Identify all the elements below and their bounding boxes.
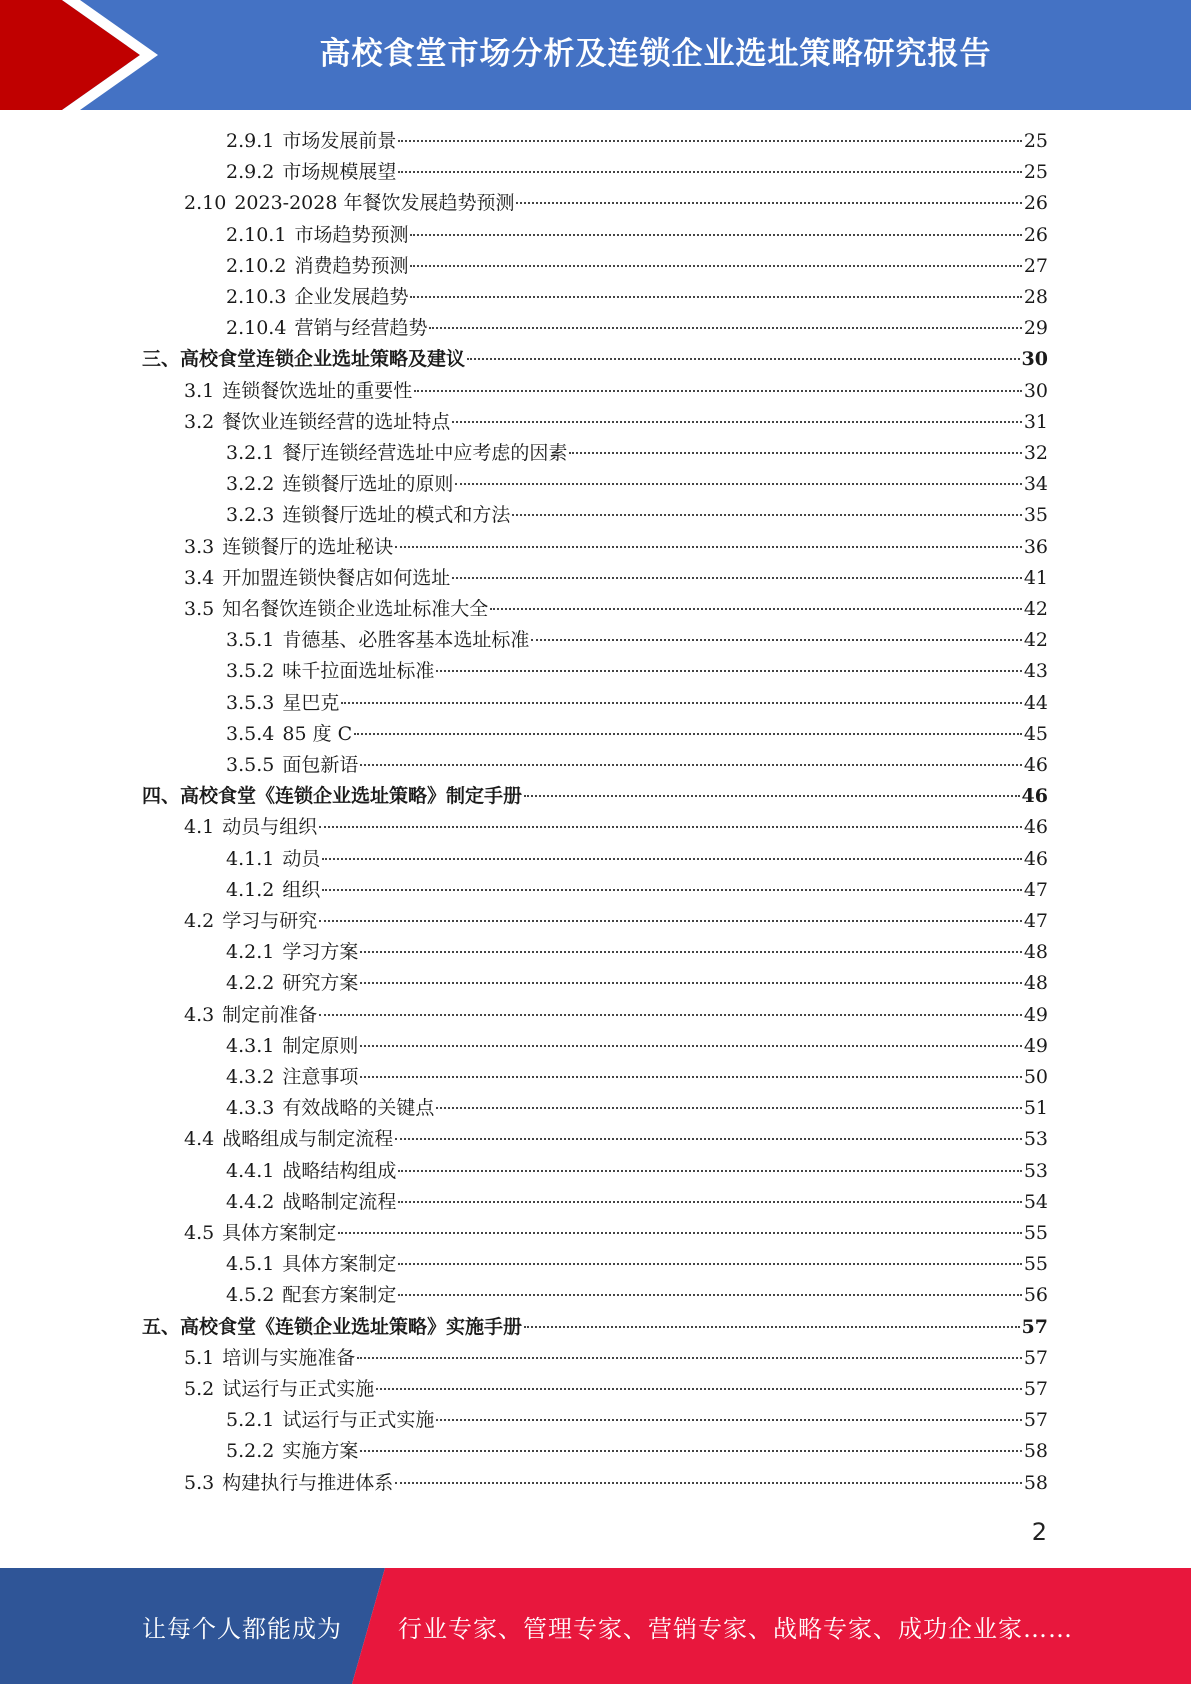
toc-entry-page: 57 [1023,1409,1048,1432]
toc-entry-title: 味千拉面选址标准 [282,660,435,683]
toc-entry-title: 连锁餐厅选址的原则 [282,473,454,496]
toc-dot-leader [360,1450,1021,1452]
toc-dot-leader [395,1482,1022,1484]
toc-entry-page: 26 [1023,192,1048,215]
toc-entry-page: 49 [1023,1003,1048,1026]
toc-dot-leader [395,1138,1022,1140]
toc-entry-page: 48 [1023,941,1048,964]
toc-entry-page: 35 [1023,504,1048,527]
toc-entry-title: 市场趋势预测 [294,223,409,246]
toc-dot-leader [360,982,1021,984]
toc-entry[interactable] [226,469,1048,500]
toc-entry-number: 3.4 [184,566,215,589]
toc-entry[interactable] [226,750,1048,781]
toc-dot-leader [398,171,1021,173]
toc-dot-leader [436,670,1021,672]
toc-entry-number: 4.4.2 [226,1190,275,1213]
toc-dot-leader [410,296,1021,298]
toc-entry-page: 55 [1023,1222,1048,1244]
toc-entry-title: 构建执行与推进体系 [222,1471,394,1494]
toc-dot-leader [516,202,1021,204]
toc-entry-title: 高校食堂《连锁企业选址策略》制定手册 [180,785,523,808]
toc-entry[interactable] [226,719,1048,750]
toc-entry-page: 28 [1023,286,1048,308]
toc-entry-number: 3.1 [184,379,215,402]
toc-entry-title: 高校食堂连锁企业选址策略及建议 [180,348,466,371]
toc-entry[interactable] [184,1468,1048,1499]
toc-entry-number: 3.5.1 [226,629,275,652]
toc-entry-number: 四、 [142,785,181,808]
toc-entry-title: 连锁餐厅的选址秘诀 [222,535,394,558]
toc-entry-number: 5.1 [184,1346,215,1369]
toc-entry-number: 2.9.2 [226,161,275,184]
toc-entry[interactable] [226,844,1048,875]
toc-entry-number: 3.2.3 [226,504,275,527]
toc-dot-leader [338,1232,1022,1234]
toc-dot-leader [398,1201,1021,1203]
toc-entry[interactable] [226,968,1048,999]
toc-entry-number: 4.2.1 [226,941,275,964]
toc-entry-title: 制定前准备 [222,1003,318,1026]
toc-entry-number: 3.5.2 [226,660,275,683]
toc-entry-number: 3.5 [184,598,215,620]
toc-dot-leader [360,764,1021,766]
toc-entry-number: 2.10.1 [226,223,287,246]
toc-entry[interactable] [226,1156,1048,1187]
toc-entry-page: 49 [1023,1034,1048,1057]
toc-entry-number: 5.3 [184,1471,215,1494]
toc-entry[interactable] [226,251,1048,282]
toc-entry-number: 2.10.4 [226,317,287,340]
toc-entry-title: 消费趋势预测 [294,254,409,277]
toc-dot-leader [360,1076,1021,1078]
toc-entry-page: 36 [1023,535,1048,558]
toc-entry[interactable] [142,1312,1048,1343]
toc-dot-leader [410,265,1021,267]
toc-entry[interactable] [184,407,1048,438]
footer-slogan-right: 行业专家、管理专家、营销专家、战略专家、成功企业家…… [398,1614,1073,1643]
toc-entry-page: 42 [1023,598,1048,620]
toc-entry-number: 4.4 [184,1128,215,1151]
toc-entry-page: 42 [1023,629,1048,652]
toc-entry-title: 学习方案 [282,941,359,964]
toc-entry-title: 实施方案 [282,1440,359,1463]
toc-entry-page: 51 [1023,1097,1048,1120]
toc-dot-leader [455,483,1021,485]
toc-entry[interactable] [226,313,1048,344]
toc-entry-title: 研究方案 [282,972,359,995]
toc-entry-title: 具体方案制定 [222,1222,337,1244]
toc-entry-number: 4.5.1 [226,1253,275,1276]
toc-entry-page: 47 [1023,878,1048,901]
toc-entry[interactable] [226,1249,1048,1280]
toc-entry[interactable] [226,220,1048,251]
toc-entry-page: 27 [1023,254,1048,277]
toc-entry-page: 56 [1023,1284,1048,1307]
toc-entry[interactable] [184,188,1048,219]
toc-entry-number: 3.2.2 [226,473,275,496]
toc-entry-title: 85 度 C [282,722,353,745]
toc-entry-number: 3.5.4 [226,722,275,745]
toc-entry[interactable] [226,656,1048,687]
toc-dot-leader [414,390,1022,392]
toc-entry-number: 4.5.2 [226,1284,275,1307]
toc-entry-page: 47 [1023,910,1048,932]
toc-dot-leader [319,826,1022,828]
toc-entry-page: 57 [1023,1378,1048,1400]
toc-entry-number: 五、 [142,1315,181,1338]
toc-entry-title: 战略结构组成 [282,1159,397,1182]
toc-entry-number: 4.1 [184,816,215,839]
toc-entry-page: 30 [1023,379,1048,402]
toc-dot-leader [354,733,1022,735]
toc-dot-leader [467,358,1020,360]
toc-dot-leader [322,858,1021,860]
toc-entry[interactable] [226,1031,1048,1062]
toc-entry-title: 连锁餐厅选址的模式和方法 [282,504,511,527]
toc-entry-page: 54 [1023,1190,1048,1213]
toc-entry[interactable] [142,781,1048,812]
toc-entry-number: 3.5.3 [226,691,275,714]
toc-entry-number: 3.2.1 [226,442,275,464]
toc-entry-number: 4.2 [184,910,215,932]
toc-dot-leader [322,889,1021,891]
toc-entry-page: 46 [1023,816,1048,839]
toc-entry-page: 29 [1023,317,1048,340]
toc-entry-number: 4.1.2 [226,878,275,901]
toc-entry-title: 营销与经营趋势 [294,317,428,340]
toc-dot-leader [398,1170,1021,1172]
toc-dot-leader [524,795,1020,797]
toc-entry[interactable] [226,157,1048,188]
toc-entry-title: 高校食堂《连锁企业选址策略》实施手册 [180,1315,523,1338]
toc-entry-title: 餐饮业连锁经营的选址特点 [222,410,451,433]
toc-entry-number: 4.1.1 [226,847,275,870]
toc-entry-number: 三、 [142,348,181,371]
toc-entry-title: 市场规模展望 [282,161,397,184]
toc-entry[interactable] [184,1000,1048,1031]
toc-entry-page: 34 [1023,473,1048,496]
toc-entry[interactable] [226,1187,1048,1218]
toc-entry[interactable] [184,594,1048,625]
footer-slogan-left: 让每个人都能成为 [142,1614,342,1643]
toc-dot-leader [452,577,1022,579]
toc-entry[interactable] [226,937,1048,968]
toc-entry[interactable] [226,1093,1048,1124]
toc-dot-leader [410,234,1021,236]
toc-dot-leader [341,702,1021,704]
toc-dot-leader [436,1107,1021,1109]
toc-entry-page: 55 [1023,1253,1048,1276]
page-footer [0,1568,1191,1684]
toc-entry[interactable] [142,344,1048,375]
toc-entry-page: 46 [1021,785,1048,808]
toc-entry-title: 动员 [282,847,321,870]
toc-entry-title: 具体方案制定 [282,1253,397,1276]
toc-entry-title: 有效战略的关键点 [282,1097,435,1120]
toc-entry[interactable] [226,1436,1048,1467]
toc-entry-title: 制定原则 [282,1034,359,1057]
toc-entry[interactable] [226,625,1048,656]
toc-entry[interactable] [184,1218,1048,1249]
toc-dot-leader [398,140,1021,142]
toc-entry-number: 2.9.1 [226,130,275,152]
toc-entry-number: 2.10.3 [226,286,287,308]
toc-dot-leader [360,951,1021,953]
toc-dot-leader [360,1045,1021,1047]
toc-entry-page: 32 [1023,442,1048,464]
toc-entry[interactable] [184,563,1048,594]
toc-dot-leader [395,546,1022,548]
toc-entry-page: 44 [1023,691,1048,714]
toc-entry-title: 学习与研究 [222,910,318,932]
toc-dot-leader [452,421,1022,423]
toc-entry-number: 2.10.2 [226,254,287,277]
toc-dot-leader [398,1294,1021,1296]
toc-dot-leader [319,920,1022,922]
toc-entry-number: 4.4.1 [226,1159,275,1182]
toc-entry-page: 58 [1023,1471,1048,1494]
toc-entry-title: 星巴克 [282,691,340,714]
toc-dot-leader [376,1388,1022,1390]
toc-entry-page: 25 [1023,161,1048,184]
toc-entry-title: 战略制定流程 [282,1190,397,1213]
toc-entry-page: 46 [1023,847,1048,870]
toc-entry-number: 3.2 [184,410,215,433]
toc-entry-title: 肯德基、必胜客基本选址标准 [282,629,530,652]
toc-entry[interactable] [226,688,1048,719]
toc-entry-page: 43 [1023,660,1048,683]
toc-entry-number: 3.3 [184,535,215,558]
toc-entry-page: 30 [1021,348,1048,371]
toc-entry-number: 2.10 [184,192,227,215]
toc-entry-number: 4.3.3 [226,1097,275,1120]
toc-entry-page: 57 [1023,1346,1048,1369]
toc-entry-page: 50 [1023,1066,1048,1088]
toc-dot-leader [490,608,1022,610]
toc-entry-number: 4.3.2 [226,1066,275,1088]
toc-entry-page: 25 [1023,130,1048,152]
toc-entry-title: 餐厅连锁经营选址中应考虑的因素 [282,442,568,464]
toc-entry[interactable] [226,1062,1048,1093]
toc-entry-page: 48 [1023,972,1048,995]
toc-entry-page: 57 [1021,1315,1048,1338]
toc-entry-page: 31 [1023,410,1048,433]
toc-entry[interactable] [226,438,1048,469]
toc-entry-number: 4.3.1 [226,1034,275,1057]
toc-entry[interactable] [184,812,1048,843]
toc-entry-title: 连锁餐饮选址的重要性 [222,379,413,402]
toc-dot-leader [357,1357,1022,1359]
toc-dot-leader [524,1326,1020,1328]
toc-entry-page: 58 [1023,1440,1048,1463]
toc-entry-number: 4.5 [184,1222,215,1244]
page-title: 高校食堂市场分析及连锁企业选址策略研究报告 [319,35,992,72]
toc-entry-title: 动员与组织 [222,816,318,839]
toc-entry[interactable] [226,500,1048,531]
toc-entry-page: 26 [1023,223,1048,246]
toc-dot-leader [398,1263,1021,1265]
toc-entry-title: 市场发展前景 [282,130,397,152]
toc-entry[interactable] [226,1280,1048,1311]
toc-entry-number: 4.3 [184,1003,215,1026]
toc-entry[interactable] [226,282,1048,313]
toc-entry-title: 知名餐饮连锁企业选址标准大全 [222,598,489,620]
toc-entry-title: 开加盟连锁快餐店如何选址 [222,566,451,589]
toc-entry-title: 企业发展趋势 [294,286,409,308]
toc-entry-number: 5.2.2 [226,1440,275,1463]
toc-entry-number: 4.2.2 [226,972,275,995]
toc-entry-title: 战略组成与制定流程 [222,1128,394,1151]
toc-dot-leader [436,1419,1021,1421]
toc-entry[interactable] [226,1405,1048,1436]
toc-dot-leader [569,452,1021,454]
toc-entry-title: 面包新语 [282,754,359,776]
toc-entry-page: 53 [1023,1159,1048,1182]
toc-entry-title: 注意事项 [282,1066,359,1088]
toc-entry[interactable] [226,126,1048,157]
toc-entry-number: 5.2.1 [226,1409,275,1432]
toc-entry-title: 试运行与正式实施 [222,1378,375,1400]
toc-entry-page: 45 [1023,722,1048,745]
toc-entry-page: 41 [1023,566,1048,589]
toc-dot-leader [531,639,1021,641]
toc-entry[interactable] [184,1124,1048,1155]
toc-dot-leader [429,327,1021,329]
page-header [0,0,1191,110]
toc-entry-title: 2023-2028 年餐饮发展趋势预测 [234,192,515,215]
toc-dot-leader [512,514,1021,516]
toc-dot-leader [319,1014,1022,1016]
page-number: 2 [1031,1518,1047,1546]
toc-entry[interactable] [184,906,1048,937]
toc-entry[interactable] [184,1343,1048,1374]
toc-entry[interactable] [184,532,1048,563]
toc-entry-title: 配套方案制定 [282,1284,397,1307]
toc-entry[interactable] [184,376,1048,407]
toc-entry[interactable] [226,875,1048,906]
toc-entry-number: 5.2 [184,1378,215,1400]
toc-entry-page: 53 [1023,1128,1048,1151]
toc-entry-title: 试运行与正式实施 [282,1409,435,1432]
toc-entry-title: 组织 [282,878,321,901]
toc-entry-number: 3.5.5 [226,754,275,776]
toc-entry-page: 46 [1023,754,1048,776]
toc-entry-title: 培训与实施准备 [222,1346,356,1369]
toc-entry[interactable] [184,1374,1048,1405]
